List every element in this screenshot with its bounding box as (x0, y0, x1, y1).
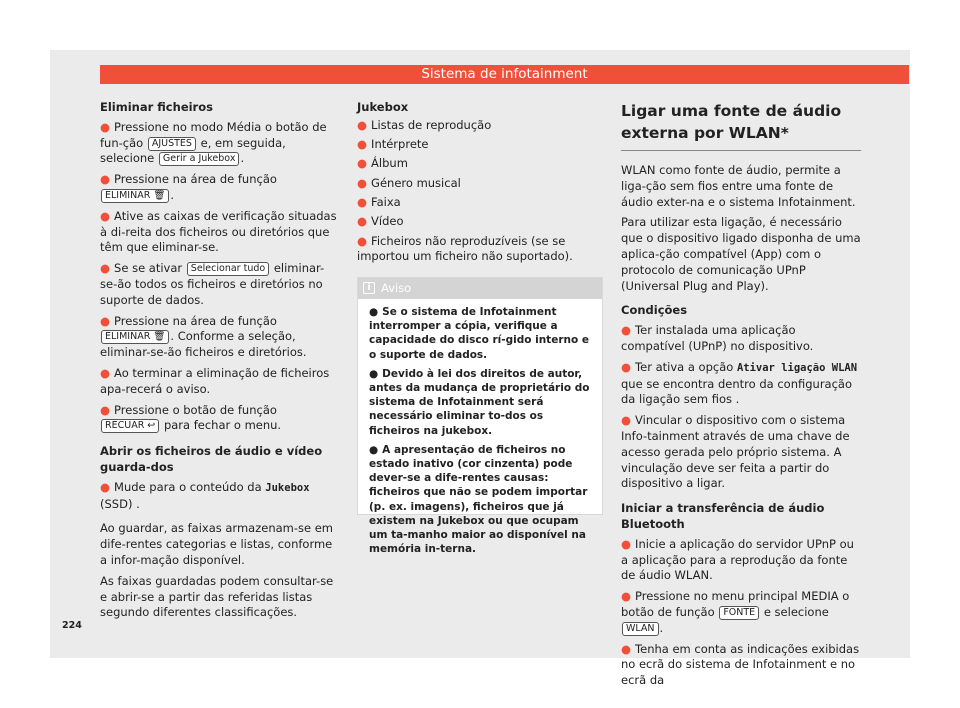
list-item: ● Se se ativar Selecionar tudo eliminar-se-ão todos os ficheiros e diretórios no suporte de dados. (100, 261, 325, 307)
bullet-icon: ● (357, 214, 368, 229)
aviso-body (358, 299, 602, 556)
page-number: 224 (62, 620, 82, 631)
list-item: ● Ficheiros não reproduzíveis (se se importou um ficheiro não suportado). (357, 233, 573, 264)
heading-abrir: Abrir os ficheiros de áudio e vídeo guarda-dos (100, 444, 323, 474)
list-item: ● Vincular o dispositivo com o sistema Info-tainment através de uma chave de acesso gerada pelo próprio sistema. A vinculação deve ser feita a partir do dispositivo a ligar. (621, 413, 850, 491)
bullet-icon: ● (100, 479, 111, 494)
list-item: ● Inicie a aplicação do servidor UPnP ou a aplicação para a reprodução da fonte de áudio WLAN. (621, 536, 854, 583)
gerir-jukebox-key: Gerir a Jukebox (159, 152, 240, 166)
bullet-icon: ● (621, 413, 632, 428)
recuar-key: RECUAR ↩ (101, 419, 159, 433)
info-icon: i (363, 282, 375, 294)
aviso-header: i Aviso (358, 278, 602, 299)
bullet-icon: ● (100, 172, 111, 187)
bullet-icon: ● (621, 323, 632, 338)
bullet-icon: ● (357, 194, 368, 209)
bullet-icon: ● (621, 589, 632, 604)
bullet-icon: ● (621, 536, 632, 551)
list-item: ● Pressione no modo Média o botão de fun-ção AJUSTES e, em seguida, selecione Gerir a Jukebox . (100, 119, 327, 166)
list-item: ● Pressione na área de função ELIMINAR 🗑 . Conforme a seleção, eliminar-se-ão ficheiros e diretórios. (100, 313, 307, 360)
list-item: ● Intérprete (357, 137, 429, 152)
list-item: ● Faixa (357, 194, 401, 209)
heading-iniciar: Iniciar a transferência de áudio Bluetooth (621, 501, 825, 531)
selecionar-tudo-key: Selecionar tudo (187, 262, 269, 276)
bullet-icon: ● (357, 175, 368, 190)
list-item: ● Género musical (357, 175, 461, 190)
ajustes-key: AJUSTES (148, 137, 196, 151)
section-title: Ligar uma fonte de áudio externa por WLAN* (621, 100, 861, 151)
aviso-box (357, 277, 603, 556)
manual-page (50, 50, 910, 688)
list-item: ● A apresentação de ficheiros no estado inativo (cor cinzenta) pode dever-se a dife-rentes causas: ficheiros que não se podem importar (p. ex. imagens), ficheiros que já existem na Jukebox ou que ocupam um ta-manho maior ao disponível na memória in-terna. (369, 443, 588, 556)
paragraph: WLAN como fonte de áudio, permite a liga-ção sem fios entre uma fonte de áudio exter-na e o sistema Infotainment. (621, 163, 856, 209)
bullet-icon: ● (100, 119, 111, 134)
bullet-icon: ● (621, 641, 632, 656)
heading-condicoes: Condições (621, 303, 688, 318)
list-item: ● Se o sistema de Infotainment interromper a cópia, verifique a capacidade do disco rí-gido interno e o suporte de dados. (369, 306, 589, 361)
list-item: ● Mude para o conteúdo da Jukebox (SSD) . (100, 479, 310, 511)
list-item: ● Ative as caixas de verificação situadas à di-reita dos ficheiros ou diretórios que têm que eliminar-se. (100, 208, 337, 255)
list-item: ● Ter instalada uma aplicação compatível (UPnP) no dispositivo. (621, 323, 814, 353)
bullet-icon: ● (100, 402, 111, 417)
list-item: ● Pressione no menu principal MEDIA o botão de função FONTE e selecione WLAN . (621, 589, 850, 635)
wlan-key: WLAN (622, 622, 659, 636)
list-item: ● Ao terminar a eliminação de ficheiros apa-recerá o aviso. (100, 365, 330, 396)
eliminar-key: ELIMINAR 🗑 (101, 330, 169, 344)
list-item: ● Ter ativa a opção Ativar ligação WLAN que se encontra dentro da configuração da ligação sem fios . (621, 359, 858, 407)
bullet-icon: ● (357, 117, 368, 132)
paragraph: As faixas guardadas podem consultar-se e abrir-se a partir das referidas listas segundo diferentes classificações. (100, 573, 334, 620)
bullet-icon: ● (369, 367, 379, 380)
list-item: ● Listas de reprodução (357, 117, 492, 132)
bullet-icon: ● (369, 306, 379, 318)
bullet-icon: ● (357, 137, 368, 152)
bullet-icon: ● (621, 359, 632, 374)
bullet-icon: ● (100, 208, 111, 223)
fonte-key: FONTE (719, 606, 759, 620)
page-header: Sistema de infotainment (100, 65, 909, 84)
list-item: ● Devido à lei dos direitos de autor, antes da mudança de proprietário do sistema de Infotainment será necessário eliminar to-dos os ficheiros na jukebox. (369, 367, 590, 437)
list-item: ● Pressione o botão de função RECUAR ↩ para fechar o menu. (100, 402, 282, 433)
paragraph: Ao guardar, as faixas armazenam-se em dife-rentes categorias e listas, conforme a infor-mação disponível. (100, 521, 334, 567)
bullet-icon: ● (369, 443, 379, 456)
bullet-icon: ● (100, 365, 111, 380)
list-item: ● Álbum (357, 156, 408, 171)
paragraph: Para utilizar esta ligação, é necessário que o dispositivo ligado disponha de uma aplica-ção compatível (App) com o protocolo de comunicação UPnP (Universal Plug and Play). (621, 215, 861, 293)
left-column (100, 100, 340, 626)
list-item: ● Tenha em conta as indicações exibidas no ecrã do sistema de Infotainment e no ecrã da (621, 641, 860, 688)
right-column (621, 100, 861, 694)
bullet-icon: ● (100, 261, 111, 276)
list-item: ● Vídeo (357, 214, 404, 229)
heading-eliminar: Eliminar ficheiros (100, 100, 213, 114)
bullet-icon: ● (357, 156, 368, 171)
middle-column (357, 100, 601, 269)
eliminar-key: ELIMINAR 🗑 (101, 189, 169, 203)
bullet-icon: ● (100, 313, 111, 328)
heading-jukebox: Jukebox (357, 100, 409, 114)
bullet-icon: ● (357, 233, 368, 248)
list-item: ● Pressione na área de função ELIMINAR 🗑 . (100, 172, 277, 202)
